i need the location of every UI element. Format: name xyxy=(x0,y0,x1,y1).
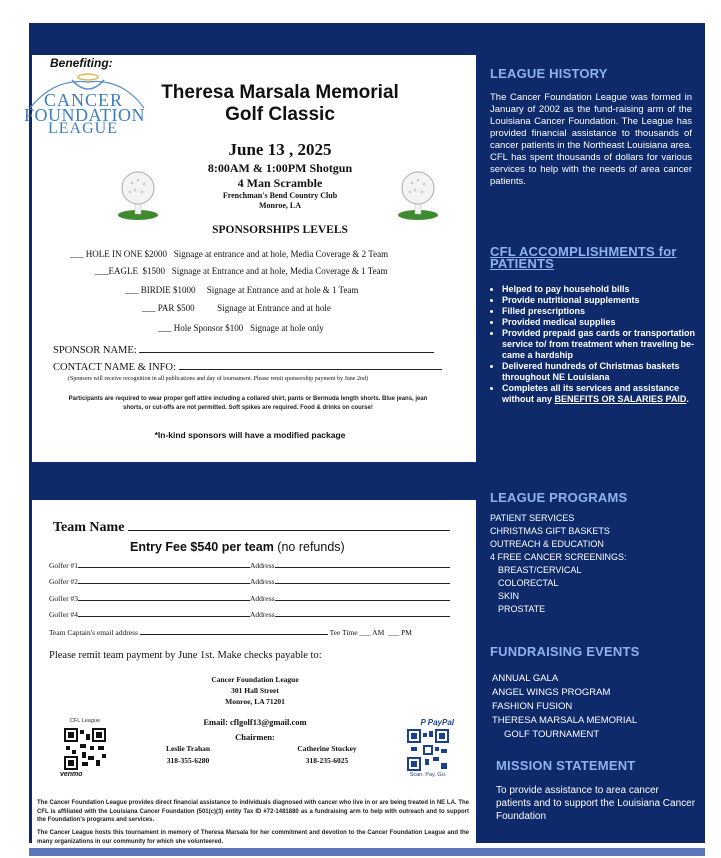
contact-row xyxy=(53,361,442,373)
paypal-brand-label: PayPal xyxy=(427,718,454,727)
golfer-name-field[interactable] xyxy=(78,561,250,568)
golf-ball-icon xyxy=(396,168,440,222)
sponsorships-heading: SPONSORSHIPS LEVELS xyxy=(212,224,348,236)
accomplishment-item: • Provide nutritional supplements xyxy=(502,295,698,306)
sponsor-name-label: SPONSOR NAME: xyxy=(53,345,137,356)
captain-email-row xyxy=(49,628,412,637)
payee-city: Monroe, LA 71201 xyxy=(225,697,285,706)
level-hole-sponsor[interactable]: ___ Hole Sponsor $100 Signage at hole only xyxy=(158,323,324,333)
venmo-qr-block[interactable] xyxy=(60,718,110,782)
remit-text: Please remit team payment by June 1st. Make checks payable to: xyxy=(49,650,322,661)
cancer-foundation-league-logo xyxy=(24,68,148,136)
mission-text: To provide assistance to area cancer patients and to support the Louisiana Cancer Foundation xyxy=(496,785,696,822)
sponsor-name-row xyxy=(53,344,434,356)
paypal-qr-code-icon xyxy=(407,729,449,771)
golfer-row xyxy=(49,594,450,603)
footer-text-2: The Cancer League hosts this tournament in memory of Theresa Marsala for her commitment and devotion to the Cancer Foundation League and the many organizations in our community for which she volunteered. xyxy=(37,830,469,845)
golfer-label: Golfer #1 xyxy=(49,561,78,570)
sponsor-name-field[interactable] xyxy=(139,344,434,353)
league-history-heading: LEAGUE HISTORY xyxy=(490,66,608,81)
league-history-text: The Cancer Foundation League was formed in January of 2002 as the fund-raising arm of the Louisiana Cancer Foundation. The League has provided financial assistance to thousands of cancer patients in the Northeast Louisiana area. CFL has spent thousands of dollars for various services to help with the needs of area cancer patients. xyxy=(490,92,692,187)
accomplishments-section xyxy=(490,246,698,405)
chairmen-label: Chairmen: xyxy=(235,732,275,742)
accomplishments-list xyxy=(490,284,698,405)
level-birdie[interactable]: ___ BIRDIE $1000 Signage at Entrance and at hole & 1 Team xyxy=(125,285,359,295)
program-item: OUTREACH & EDUCATION xyxy=(490,539,604,549)
accomplishment-item: • Provided prepaid gas cards or transportation service to/ from treatment when traveling be- came a hardship xyxy=(502,328,698,361)
contact-field[interactable] xyxy=(179,361,442,370)
level-eagle[interactable]: ___EAGLE $1500 Signage at Entrance and at hole, Media Coverage & 1 Team xyxy=(95,266,388,276)
payee-name: Cancer Foundation League xyxy=(211,675,299,684)
golfer-address-field[interactable] xyxy=(275,577,450,584)
venmo-brand: venmo xyxy=(60,771,83,778)
event-item: FASHION FUSION xyxy=(492,701,573,712)
league-history-section xyxy=(490,68,692,188)
screening-item: BREAST/CERVICAL xyxy=(498,565,582,575)
accomplishment-item: • Filled prescriptions xyxy=(502,306,698,317)
golfer-label: Golfer #4 xyxy=(49,610,78,619)
event-item: THERESA MARSALA MEMORIAL xyxy=(492,715,638,726)
chair-2-phone: 318-235-6025 xyxy=(305,756,349,765)
level-hole-in-one[interactable]: ___ HOLE IN ONE $2000 Signage at entrance and at hole, Media Coverage & 2 Team xyxy=(70,249,389,259)
events-list xyxy=(490,672,690,742)
logo-line-2: FOUNDATION xyxy=(24,105,145,125)
fundraising-events-heading: FUNDRAISING EVENTS xyxy=(490,644,640,659)
event-details xyxy=(160,140,400,211)
event-item-continued: GOLF TOURNAMENT xyxy=(504,729,600,740)
team-name-label: Team Name xyxy=(53,520,125,535)
accomplishment-item-text: Completes all its services and assistance without any xyxy=(502,383,680,404)
payee-street: 301 Hall Street xyxy=(231,686,279,695)
entry-fee-amount: Entry Fee $540 per team xyxy=(130,540,274,554)
fundraising-events-section xyxy=(490,646,690,742)
captain-email-field[interactable] xyxy=(140,628,328,635)
entry-fee xyxy=(130,540,345,554)
left-border xyxy=(29,55,32,843)
logo-line-3: LEAGUE xyxy=(48,120,118,137)
golf-ball-icon xyxy=(116,168,160,222)
event-time: 8:00AM & 1:00PM Shotgun xyxy=(207,161,353,175)
program-item: 4 FREE CANCER SCREENINGS: xyxy=(490,552,627,562)
event-title-line-2: Golf Classic xyxy=(225,104,335,125)
screening-item: SKIN xyxy=(498,591,520,601)
mission-heading: MISSION STATEMENT xyxy=(496,758,636,773)
address-label: Address xyxy=(249,594,275,603)
screening-item: PROSTATE xyxy=(498,604,546,614)
accomplishment-item: • Provided medical supplies xyxy=(502,317,698,328)
event-venue: Frenchman's Bend Country Club xyxy=(222,191,338,200)
level-par[interactable]: ___ PAR $500 Signage at Entrance and at hole xyxy=(142,303,331,313)
event-title-line-1: Theresa Marsala Memorial xyxy=(161,82,399,103)
paypal-logo-icon: P xyxy=(420,718,426,727)
payee-block xyxy=(170,674,340,707)
chair-1 xyxy=(148,743,228,767)
contact-email: Email: cflgolf13@gmail.com xyxy=(203,717,307,727)
middle-divider-bar xyxy=(29,462,476,500)
chair-2 xyxy=(282,743,372,767)
chair-1-phone: 318-355-6280 xyxy=(166,756,210,765)
accomplishments-heading: CFL ACCOMPLISHMENTS for PATIENTS xyxy=(490,244,677,271)
venmo-label: CFL League xyxy=(69,718,101,724)
golfer-label: Golfer #2 xyxy=(49,577,78,586)
captain-email-label: Team Captain's email address xyxy=(49,628,138,637)
golfer-address-field[interactable] xyxy=(275,561,450,568)
golfer-row xyxy=(49,577,450,586)
accomplishment-item: • Delivered hundreds of Christmas baskets throughout NE Louisiana xyxy=(502,361,698,383)
bottom-border xyxy=(29,848,705,856)
address-label: Address xyxy=(249,610,275,619)
chair-2-name: Catherine Stuckey xyxy=(297,744,357,753)
golfer-address-field[interactable] xyxy=(275,610,450,617)
event-date: June 13 , 2025 xyxy=(228,140,332,159)
golfer-address-field[interactable] xyxy=(275,594,450,601)
venmo-qr-code-icon xyxy=(64,728,106,770)
event-item: ANNUAL GALA xyxy=(492,673,559,684)
team-name-field[interactable] xyxy=(128,519,450,531)
paypal-qr-block[interactable] xyxy=(402,718,454,782)
entry-fee-note: (no refunds) xyxy=(273,540,345,554)
chair-1-name: Leslie Trahan xyxy=(165,744,211,753)
golfer-label: Golfer #3 xyxy=(49,594,78,603)
program-item: PATIENT SERVICES xyxy=(490,513,575,523)
golfer-name-field[interactable] xyxy=(78,577,250,584)
attire-note: Participants are required to wear proper golf attire including a collared shirt, pants or Bermuda length shorts. Blue jeans, jean shorts, or cut-offs are not permitted. Soft spikes are required. Food & drinks on course! xyxy=(68,396,428,411)
inkind-note: *In-kind sponsors will have a modified package xyxy=(154,430,346,440)
event-title xyxy=(140,82,420,126)
address-label: Address xyxy=(249,577,275,586)
benefiting-label: Benefiting: xyxy=(50,56,113,70)
footer-text-1: The Cancer Foundation League provides direct financial assistance to individuals diagnosed with cancer who live in or are being treated in NE LA. The CFL is affiliated with the Louisiana Cancer Foundation (501(c)(3) entity Tax ID #72-1481880 as a fundraising arm to help with outreach and to support the Foundation's programs and services. xyxy=(37,800,469,823)
accomplishment-item: • Helped to pay household bills xyxy=(502,284,698,295)
league-programs-heading: LEAGUE PROGRAMS xyxy=(490,490,628,505)
golfer-row xyxy=(49,561,450,570)
mission-section xyxy=(496,760,696,823)
accomplishment-item-benefits: • Completes all its services and assistance without any BENEFITS OR SALARIES PAID. xyxy=(502,383,698,405)
contact-label: CONTACT NAME & INFO: xyxy=(53,362,176,373)
golfer-row xyxy=(49,610,450,619)
event-item: ANGEL WINGS PROGRAM xyxy=(492,687,611,698)
league-programs-section xyxy=(490,492,690,616)
event-city: Monroe, LA xyxy=(258,201,302,210)
screening-item: COLORECTAL xyxy=(498,578,559,588)
recognition-note: (Sponsors will receive recognition in all publications and day of tournament. Please remit sponsorship payment by June 2nd) xyxy=(68,376,368,382)
programs-list xyxy=(490,512,690,616)
program-item: CHRISTMAS GIFT BASKETS xyxy=(490,526,610,536)
benefits-link[interactable]: BENEFITS OR SALARIES PAID xyxy=(554,394,687,404)
team-name-row xyxy=(53,519,450,536)
logo-line-1: CANCER xyxy=(44,90,124,110)
address-label: Address xyxy=(249,561,275,570)
paypal-brand xyxy=(402,718,454,727)
tee-time-label: Tee Time ___ AM ___ PM xyxy=(329,628,412,637)
event-format: 4 Man Scramble xyxy=(237,176,323,190)
paypal-scan-text: Scan. Pay. Go. xyxy=(409,772,447,778)
golfer-name-field[interactable] xyxy=(78,594,250,601)
golfer-name-field[interactable] xyxy=(78,610,250,617)
